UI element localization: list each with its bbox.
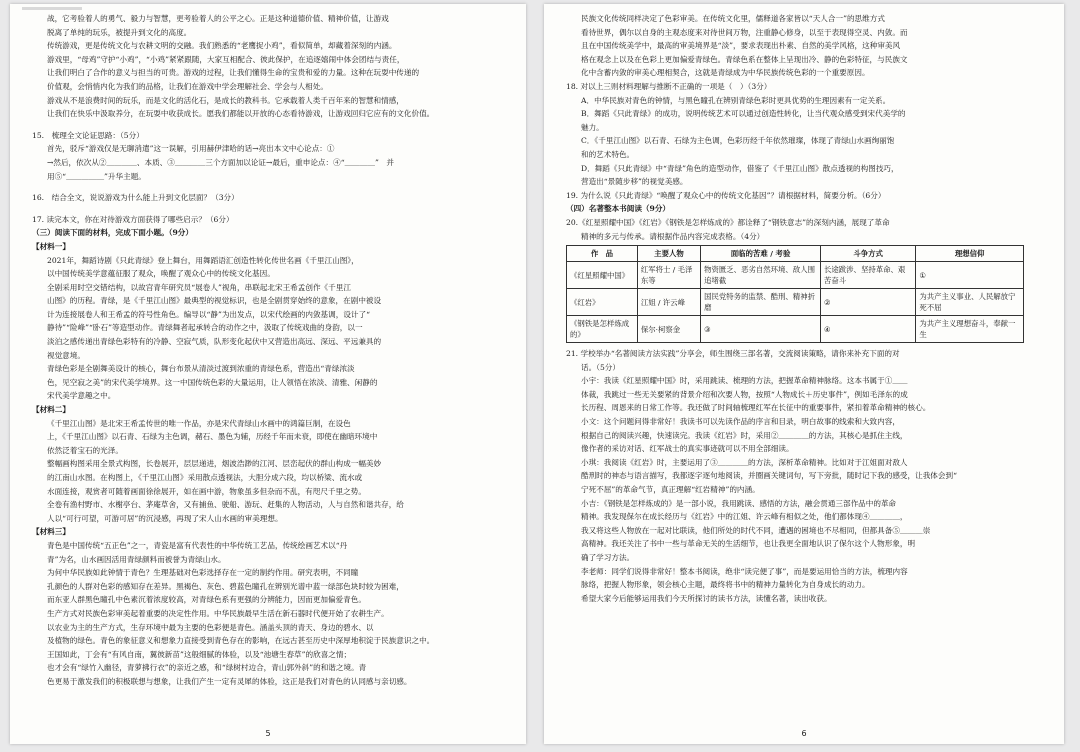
- text-line: 希望大家今后能够运用我们今天所探讨的读书方法，读懂名著，读出收获。: [581, 593, 832, 603]
- text-line: 酷刑时的神态与语言描写，我都逐字逐句地阅读，并圈画关键词句，写下旁批，随时记下我的感受，让我体会到“: [581, 471, 957, 481]
- text-line: 为何中华民族如此钟情于青色？生理基础对色彩选择存在一定的制约作用。研究表明，不同瞳: [47, 568, 359, 578]
- text-line: 小文：这个问题问得非常好！我读书可以先读作品的序言和目录，明白故事的线索和大致内容，: [581, 417, 900, 427]
- text-line: 首先，驳斥“游戏仅是无聊消遣”这一误解，引用赫伊津哈的话→亮出本文中心论点：①: [47, 144, 335, 154]
- text-line: 也才会有“绿竹入幽径，青萝拂行衣”的亲近之感，和“绿树村边合，青山郭外斜”的和谐之境。青: [47, 663, 367, 673]
- spacer: [32, 205, 508, 213]
- page-6-text: [566, 12, 1046, 605]
- table-header-cell: 面临的苦难 / 考验: [701, 246, 821, 262]
- table-cell: ③: [701, 316, 821, 343]
- table-header-cell: 理想信仰: [916, 246, 1024, 262]
- page-number: 6: [801, 729, 807, 738]
- text-line: 小宇：我读《红星照耀中国》时，采用跳读、梳理的方法，把握革命精神脉络。这本书属于①＿＿: [581, 376, 908, 386]
- table-cell: 长途跋涉、坚持革命、艰苦奋斗: [820, 262, 915, 289]
- text-line: 【材料三】: [32, 527, 70, 537]
- table-cell: ②: [820, 289, 915, 316]
- text-line: C．《千里江山图》以石青、石绿为主色调，色彩历经千年依然璀璨，体现了青绿山水画绚丽饱: [581, 136, 895, 146]
- text-line: 我又将这些人物放在一起对比联读，他们所处的时代不同，遭遇的困境也不尽相同，但都具备⑤＿＿＿崇: [581, 525, 931, 535]
- text-line: 游戏从不是浪费时间的玩乐，而是文化的活化石，是成长的教科书。它承载着人类千百年来的智慧和情感，: [47, 95, 404, 105]
- text-line: 生产方式对民族色彩审美起着重要的决定性作用。中华民族最早生活在新石器时代便开始了农耕生产。: [47, 608, 389, 618]
- table-cell: 江姐 / 许云峰: [637, 289, 700, 316]
- table-header-row: [567, 246, 1024, 262]
- text-line: 及植物的绿色。青色的象征意义和想象力直接受到青色存在的影响，在远古甚至历史中深厚地积淀于民族意识之中。: [47, 636, 435, 646]
- text-line: 视觉意境。: [47, 350, 85, 360]
- scan-mark: [22, 7, 82, 10]
- text-line: 20.《红星照耀中国》《红岩》《钢铁是怎样炼成的》都诠释了“钢铁意志”的深刻内涵，展现了革命: [566, 217, 890, 227]
- text-line: 价值观，会悄悄内化为我们的品格，让我们在游戏中学会理解社会、学会与人相处。: [47, 81, 328, 91]
- document-page-6: [544, 4, 1064, 744]
- text-line: 体裁，我跳过一些无关要紧的背景介绍和次要人物，按照“人物成长＋历史事件”，例如毛泽东的成: [581, 389, 908, 399]
- text-line: 淡泊之感传递出青绿色彩特有的冷静、空寂气质，队形变化起伏中又营造出高远、深远、平远兼具的: [47, 337, 382, 347]
- text-line: 格在观念上以及在色彩上更加偏爱青绿色。青绿色系在整体上呈现出冷、静的色彩特征，与民族文: [581, 54, 908, 64]
- text-line: 让我们在快乐中汲取养分，在玩耍中收获成长。愿我们都能以开放的心态看待游戏，让游戏回归它应有的文化价值。: [47, 109, 435, 119]
- text-line: 让我们明白了合作的意义与担当的可贵。游戏的过程，让我们懂得生命的宝贵和爱的力量。这种在玩耍中传递的: [47, 68, 420, 78]
- table-row: [567, 262, 1024, 289]
- table-row: [567, 316, 1024, 343]
- text-line: A．中华民族对青色的钟情，与黑色瞳孔在辨别青绿色彩时更具优势的生理因素有一定关系。: [581, 95, 891, 105]
- text-line: 宁死不屈”的革命气节，真正理解“红岩精神”的内涵。: [581, 485, 760, 495]
- text-line: 整幅画构图采用全景式构图，长卷展开，层层递进，烟波浩渺的江河、层峦起伏的群山构成一幅美妙: [47, 459, 382, 469]
- text-line: 以中国传统美学意蕴征服了观众，唤醒了观众心中的传统文化基因。: [47, 269, 275, 279]
- page-6-top-text: [566, 12, 1046, 243]
- text-line: 色更易于激发我们的积极联想与想象，让我们产生一定有灵犀的体验，这正是我们对青色的认同感与亲切感。: [47, 676, 412, 686]
- text-line: 依然泛着宝石的光泽。: [47, 445, 123, 455]
- text-line: 人以“可行可望，可游可居”的沉浸感，再现了宋人山水画的审美理想。: [47, 513, 283, 523]
- text-line: B．舞蹈《只此青绿》的成功，说明传统艺术可以通过创造性转化，让当代观众感受到宋代美学的: [581, 109, 906, 119]
- text-line: 用⑤“＿＿＿＿＿”升华主题。: [47, 171, 146, 181]
- text-line: →然后，依次从②＿＿＿＿、本质、③＿＿＿＿三个方面加以论证→最后，重申论点：④“＿＿＿＿” 并: [47, 157, 395, 167]
- text-line: 【材料二】: [32, 405, 70, 415]
- text-line: （三）阅读下面的材料，完成下面小题。（9分）: [32, 228, 193, 238]
- text-line: 而东亚人群黑色瞳孔中色素沉着浓度较高，对青绿色系有更强的分辨能力，因而更加偏爱青色。: [47, 595, 366, 605]
- text-line: 脉络，把握人物形象，领会核心主题，最终将书中的精神力量转化为自身成长的动力。: [581, 580, 870, 590]
- text-line: 话。（5分）: [581, 362, 620, 372]
- text-line: 青色是中国传统“五正色”之一，青瓷是富有代表性的中华传统工艺品，传统绘画艺术以“丹: [47, 540, 348, 550]
- text-line: 16. 结合全文，说说游戏为什么能上升到文化层面？（3分）: [32, 193, 239, 203]
- text-line: 看待世界，偶尔以自身的主观态度来对待世间万物，注重静心修身，以至于表现得空灵、内敛。而: [581, 27, 908, 37]
- table-cell: ④: [820, 316, 915, 343]
- text-line: 21. 学校举办“名著阅读方法实践”分享会，师生围绕三部名著，交流阅读策略，请你来补充下面的对: [566, 349, 900, 359]
- text-line: 确了学习方法。: [581, 553, 635, 562]
- text-line: 像作者的采访对话、红军战士的真实事迹就可以不用全部细读。: [581, 444, 794, 454]
- text-line: 战，它考验着人的勇气、毅力与智慧，更考验着人的公平之心。正是这种道德价值、精神价值，让游戏: [47, 14, 389, 23]
- text-line: 游戏里，“母鸡”守护“小鸡”，“小鸡”紧紧跟随，大家互相配合、彼此保护，在追逐嬉闹中体会团结与责任，: [47, 54, 405, 64]
- table-cell: 红军将士 / 毛泽东等: [637, 262, 700, 289]
- text-line: 19. 为什么说《只此青绿》“唤醒了观众心中的传统文化基因”？请根据材料，简要分析。（6分）: [566, 190, 886, 200]
- table-cell: 《钢铁是怎样炼成的》: [567, 316, 638, 343]
- page-number: 5: [265, 729, 271, 738]
- table-cell: 为共产主义理想奋斗，奉献一生: [916, 316, 1024, 343]
- text-line: 2021年，舞蹈诗剧《只此青绿》登上舞台，用舞蹈语汇创造性转化传世名画《千里江山图》，: [47, 255, 359, 265]
- text-line: 营造出“景随步移”的视觉美感。: [581, 177, 688, 187]
- text-line: 宋代美学意趣之中。: [47, 391, 116, 401]
- text-line: 精神的多元与传承。请根据作品内容完成表格。（4分）: [581, 231, 765, 241]
- text-line: 全剧采用时空交错结构，以故宫青年研究员“展卷人”视角，串联起北宋王希孟创作《千里江: [47, 282, 351, 292]
- text-line: 水面连接，观赏者可随着画面徐徐展开，如在画中游，物象虽多但杂而不乱，有咫尺千里之势。: [47, 486, 366, 496]
- text-line: 传统游戏，更是传统文化与农耕文明的交融。我们熟悉的“老鹰捉小鸡”，看似简单，却藏着深刻的内涵。: [47, 41, 397, 51]
- table-cell: 物资匮乏、恶劣自然环境、敌人围追堵截: [701, 262, 821, 289]
- spacer: [32, 121, 508, 129]
- table-header-cell: 斗争方式: [820, 246, 915, 262]
- text-line: 青”为名，山水画因活用青绿颜料而被誉为青绿山水。: [47, 554, 226, 564]
- document-page-5: [10, 4, 526, 744]
- table-cell: 《红岩》: [567, 289, 638, 316]
- text-line: 王国如此，丁会有“有风自南，翼彼新苗”这般细腻的体验，以及“池塘生春草”的欣喜之情；: [47, 649, 352, 659]
- text-line: 长历程、周恩来的日常工作等。我还做了时间轴梳理红军在长征中的重要事件，紧扣着革命精神的核心。: [581, 403, 931, 413]
- text-line: 高精神。我还关注了书中一些与革命无关的生活细节，也让我更全面地认识了保尔这个人物形象，明: [581, 539, 916, 549]
- text-line: 17. 读完本文，你在对待游戏方面获得了哪些启示？（6分）: [32, 214, 234, 224]
- text-line: （四）名著整本书阅读（9分）: [566, 204, 671, 214]
- text-line: 小琪：我阅读《红岩》时，主要运用了③＿＿＿＿的方法，深析革命精神。比如对于江姐面对敌人: [581, 457, 908, 467]
- text-line: 青绿色彩是全剧舞美设计的核心，舞台布景从清淡过渡到浓重的青绿色系，营造出“青绿浓淡: [47, 364, 355, 374]
- table-header-cell: 主要人物: [637, 246, 700, 262]
- text-line: 全卷有渔村野市、水榭亭台、茅庵草舍，又有捕鱼、驶船、游玩、赶集的人物活动，人与自然和谐共存，给: [47, 500, 404, 510]
- text-line: 色，见空寂之美”的宋代美学境界。这一中国传统色彩的大量运用，让人领悟在浓淡、清雅、闲静的: [47, 377, 378, 387]
- table-cell: 保尔·柯察金: [637, 316, 700, 343]
- text-line: 且在中国传统美学中，最高的审美境界是“淡”，要求表现出朴素、自然的美学风格，这种审美风: [581, 41, 901, 51]
- text-line: 民族文化传统同样决定了色彩审美。在传统文化里，儒释道各家皆以“天人合一”的思维方式: [581, 14, 885, 23]
- text-line: 《千里江山图》是北宋王希孟传世的唯一作品，亦是宋代青绿山水画中的鸿篇巨制，在设色: [47, 418, 351, 428]
- table-body: [567, 262, 1024, 343]
- text-line: 18. 对以上三则材料理解与推断不正确的一项是（ ）（3分）: [566, 81, 772, 91]
- text-line: 【材料一】: [32, 241, 70, 251]
- table-cell: 《红星照耀中国》: [567, 262, 638, 289]
- spacer: [32, 183, 508, 191]
- text-line: 山图》的历程。青绿，是《千里江山图》最典型的视觉标识，也是全剧贯穿始终的意象，在剧中被设: [47, 296, 382, 306]
- text-line: 的江南山水图。在构图上，《千里江山图》采用散点透视法，大胆分成六段，均以桥梁、流水或: [47, 473, 363, 482]
- text-line: 上，《千里江山图》以石青、石绿为主色调，赭石、墨色为辅，历经千年而未衰，即使在幽暗环境中: [47, 432, 378, 442]
- text-line: 以农业为主的生产方式，生存环境中最为主要的色彩便是青色。涵盖头顶的青天、身边的碧水、以: [47, 622, 374, 632]
- text-line: 静待”“险峰”“卧石”等造型动作。青绿舞者起承转合的动作之中，汲取了传统戏曲的身韵，以一: [47, 323, 363, 333]
- text-line: 孔颜色的人群对色彩的感知存在差异。黑褐色、灰色、碧蓝色瞳孔在辨别光谱中蓝一绿部色块时较为困难，: [47, 581, 404, 591]
- table-header-cell: 作 品: [567, 246, 638, 262]
- text-line: 15. 梳理全文论证思路：（5分）: [32, 130, 144, 140]
- text-line: 计为连接展卷人和王希孟的符号性角色。编导以“静”为出发点，以宋代绘画的内敛基调，设计了“: [47, 309, 370, 319]
- text-line: 精神。我发现保尔在成长经历与《红岩》中的江姐、许云峰有相似之处，他们都体现④＿＿＿＿，: [581, 512, 908, 522]
- text-line: 化中含蓄内敛的审美心理相契合，这就是青绿成为中华民族传统色彩的一个重要原因。: [581, 68, 870, 78]
- page-6-bottom-text: [566, 347, 1046, 605]
- text-line: 李老师：同学们说得非常好！整本书阅读，绝非“读完便了事”，而是要运用恰当的方法，梳理内容: [581, 566, 908, 576]
- table-cell: ①: [916, 262, 1024, 289]
- text-line: D．舞蹈《只此青绿》中“青绿”角色的造型动作，借鉴了《千里江山图》散点透视的构图技巧，: [581, 163, 899, 173]
- text-line: 根据自己的阅读兴趣，快速读完。我读《红岩》时，采用②＿＿＿＿的方法，其核心是抓住主线，: [581, 430, 908, 440]
- text-line: 和的艺术特色。: [581, 149, 635, 159]
- text-line: 脱离了单纯的玩乐，被提升到文化的高度。: [47, 27, 192, 37]
- reading-table: [566, 245, 1024, 343]
- table-row: [567, 289, 1024, 316]
- table-cell: 为共产主义事业、人民解放宁死不屈: [916, 289, 1024, 316]
- text-line: 小吉：《钢铁是怎样炼成的》是一部小说，我用跳读、感悟的方法，融会贯通三部作品中的革命: [581, 498, 897, 508]
- table-cell: 国民党特务的监禁、酷刑、精神折磨: [701, 289, 821, 316]
- text-line: 魅力。: [581, 122, 604, 132]
- page-5-text: [32, 12, 508, 689]
